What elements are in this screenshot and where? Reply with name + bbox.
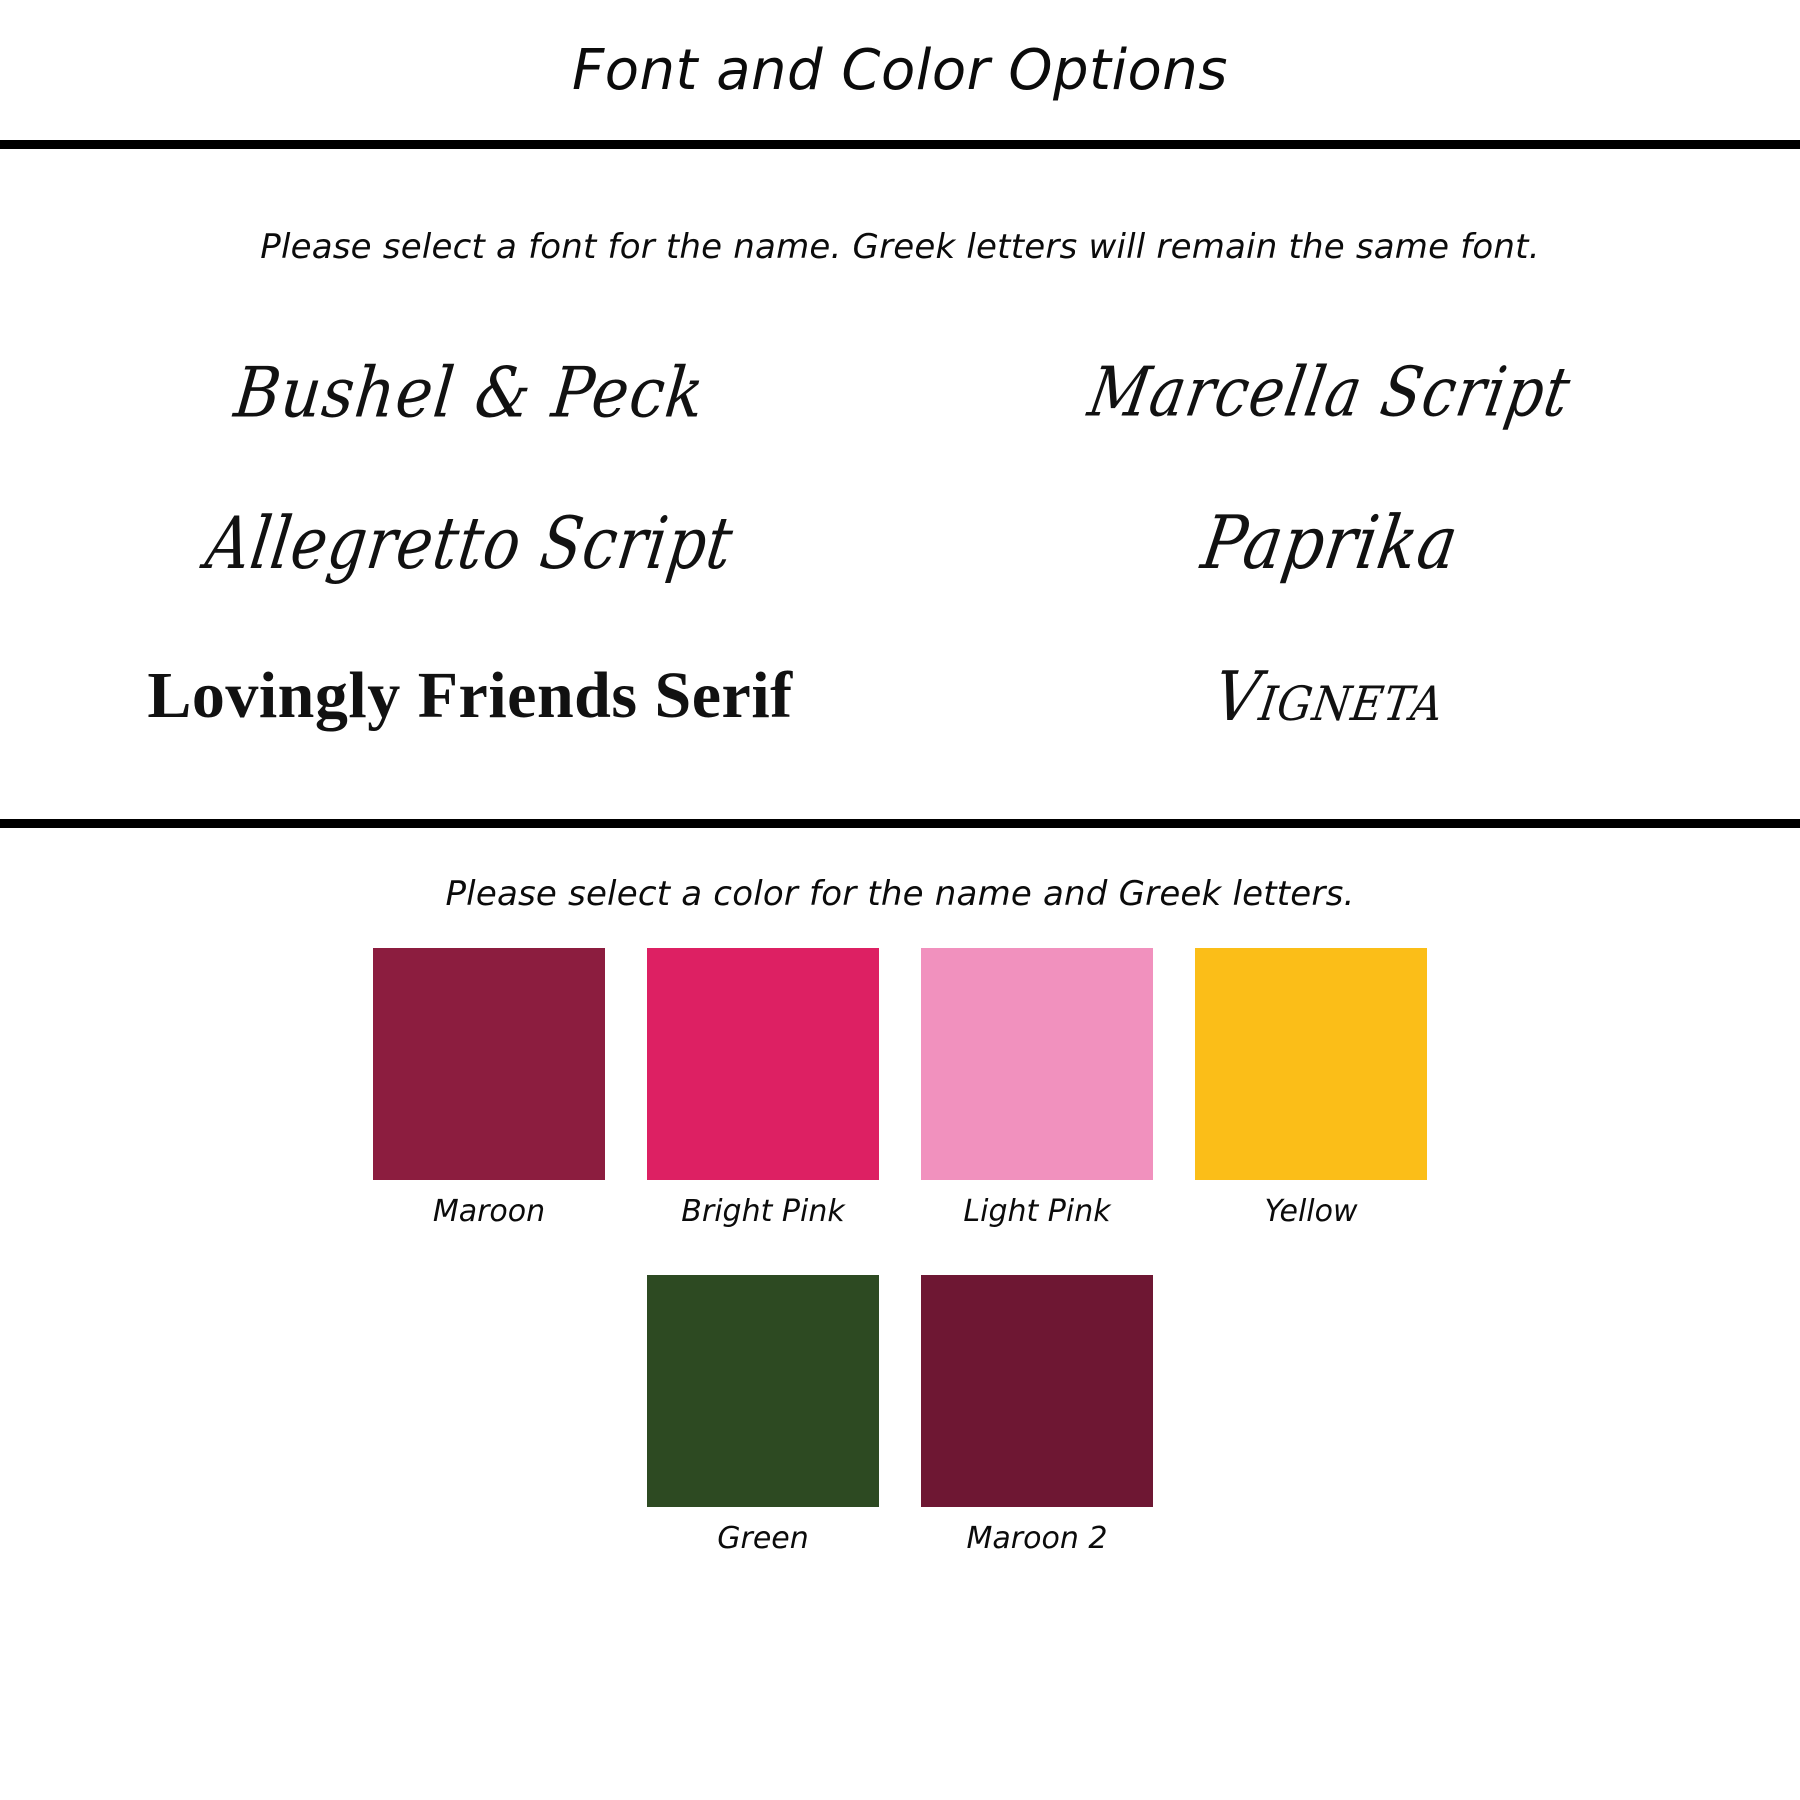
font-instruction-text: Please select a font for the name. Greek letters will remain the same font.: [260, 227, 1540, 267]
color-swatch-label: Green: [717, 1521, 809, 1556]
font-sample-label: Bushel & Peck: [231, 351, 709, 433]
color-swatch-row-2: [0, 1275, 1800, 1556]
color-option-yellow[interactable]: [1195, 948, 1427, 1229]
font-selection-section: [0, 149, 1800, 761]
color-swatch[interactable]: [921, 1275, 1153, 1507]
divider-top: [0, 140, 1800, 149]
color-option-bright-pink[interactable]: [647, 948, 879, 1229]
color-swatch[interactable]: [373, 948, 605, 1180]
color-swatch-label: Bright Pink: [681, 1194, 845, 1229]
color-swatch[interactable]: [647, 948, 879, 1180]
page-title-bar: [0, 0, 1800, 140]
color-swatch-label: Light Pink: [963, 1194, 1111, 1229]
color-swatch[interactable]: [1195, 948, 1427, 1180]
color-swatch[interactable]: [921, 948, 1153, 1180]
font-sample-label: Paprika: [1196, 501, 1464, 587]
color-swatch-label: Maroon: [432, 1194, 546, 1229]
font-sample-label: Allegretto Script: [201, 502, 739, 586]
font-option-lovingly-friends-serif[interactable]: [40, 631, 900, 761]
font-sample-label: Vigneta: [1209, 655, 1451, 737]
color-option-green[interactable]: [647, 1275, 879, 1556]
color-swatch-row-1: [0, 948, 1800, 1229]
color-swatch[interactable]: [647, 1275, 879, 1507]
color-instruction-text: Please select a color for the name and Greek letters.: [445, 874, 1355, 914]
color-selection-section: [0, 828, 1800, 1556]
color-option-light-pink[interactable]: [921, 948, 1153, 1229]
font-option-marcella-script[interactable]: [900, 327, 1760, 457]
font-option-paprika[interactable]: [900, 479, 1760, 609]
page-title: Font and Color Options: [572, 37, 1228, 103]
font-option-allegretto-script[interactable]: [40, 479, 900, 609]
font-sample-label: Marcella Script: [1082, 351, 1578, 433]
color-swatch-label: Maroon 2: [966, 1521, 1108, 1556]
color-option-maroon[interactable]: [373, 948, 605, 1229]
color-swatch-label: Yellow: [1264, 1194, 1358, 1229]
font-options-grid: [0, 327, 1800, 761]
font-option-vigneta[interactable]: [900, 631, 1760, 761]
divider-bottom: [0, 819, 1800, 828]
font-option-bushel-and-peck[interactable]: [40, 327, 900, 457]
font-sample-label: Lovingly Friends Serif: [147, 659, 793, 732]
color-option-maroon-2[interactable]: [921, 1275, 1153, 1556]
